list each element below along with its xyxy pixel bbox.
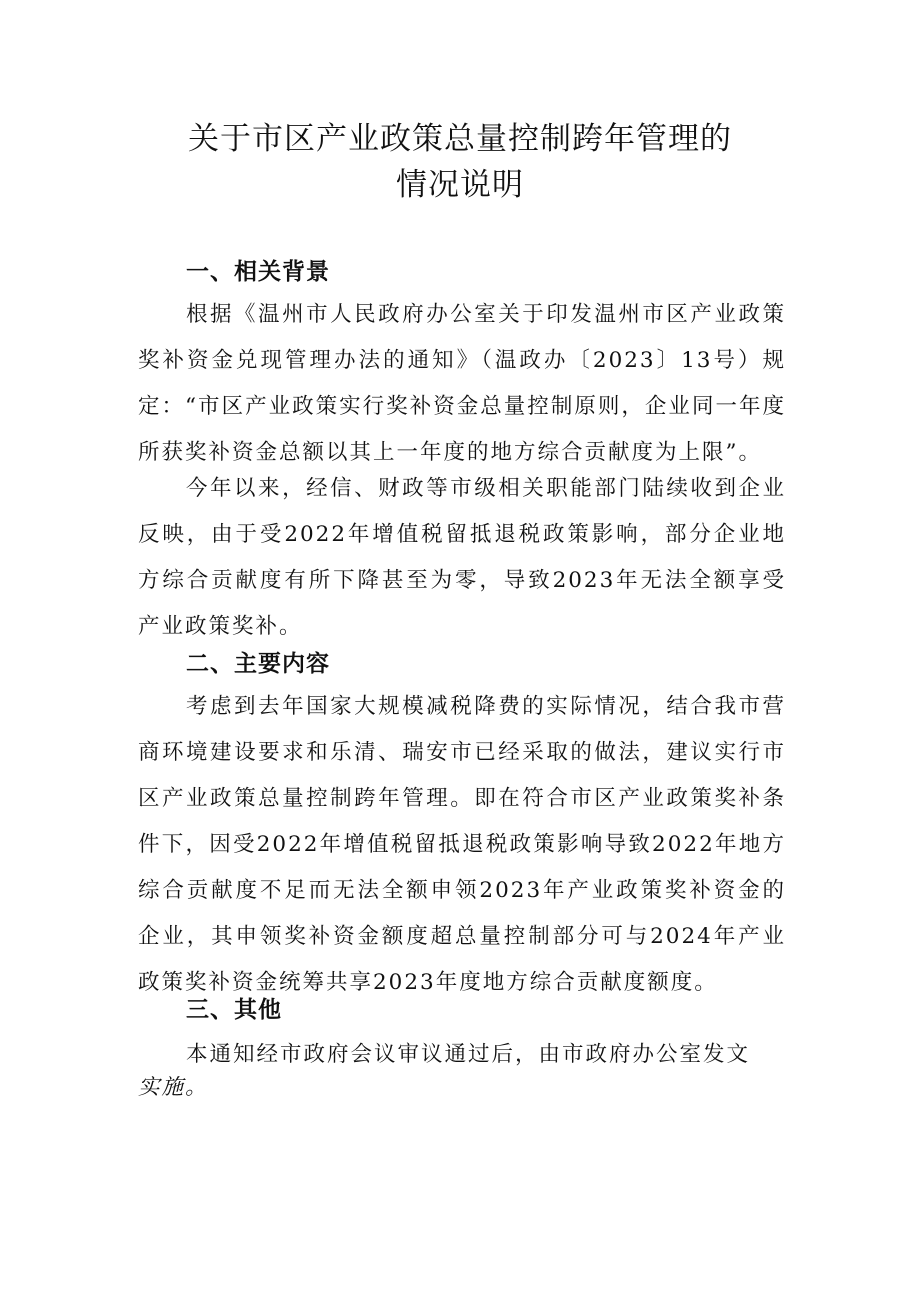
document-title-line-2: 情况说明 [396, 167, 524, 203]
section-heading-background: 一、相关背景 [186, 259, 330, 285]
paragraph-background-2: 今年以来，经信、财政等市级相关职能部门陆续收到企业反映，由于受2022年增值税留抵退税政策影响，部分企业地方综合贡献度有所下降甚至为零，导致2023年无法全额享受产业政策奖补。 [138, 476, 786, 639]
closing-line-1: 本通知经市政府会议审议通过后，由市政府办公室发文 [186, 1042, 751, 1067]
document-title-line-1: 关于市区产业政策总量控制跨年管理的 [188, 121, 732, 157]
section-heading-other: 三、其他 [186, 997, 282, 1023]
closing-line-2: 实施。 [138, 1075, 209, 1100]
paragraph-background-1: 根据《温州市人民政府办公室关于印发温州市区产业政策奖补资金兑现管理办法的通知》（温政办〔2023〕13号）规定：“市区产业政策实行奖补资金总量控制原则，企业同一年度所获奖补资金总额以其上一年度的地方综合贡献度为上限”。 [138, 302, 786, 465]
section-heading-main-content: 二、主要内容 [186, 651, 330, 677]
paragraph-main-content: 考虑到去年国家大规模减税降费的实际情况，结合我市营商环境建设要求和乐清、瑞安市已经采取的做法，建议实行市区产业政策总量控制跨年管理。即在符合市区产业政策奖补条件下，因受2022年增值税留抵退税政策影响导致2022年地方综合贡献度不足而无法全额申领2023年产业政策奖补资金的企业，其申领奖补资金额度超总量控制部分可与2024年产业政策奖补资金统筹共享2023年度地方综合贡献度额度。 [138, 694, 786, 995]
